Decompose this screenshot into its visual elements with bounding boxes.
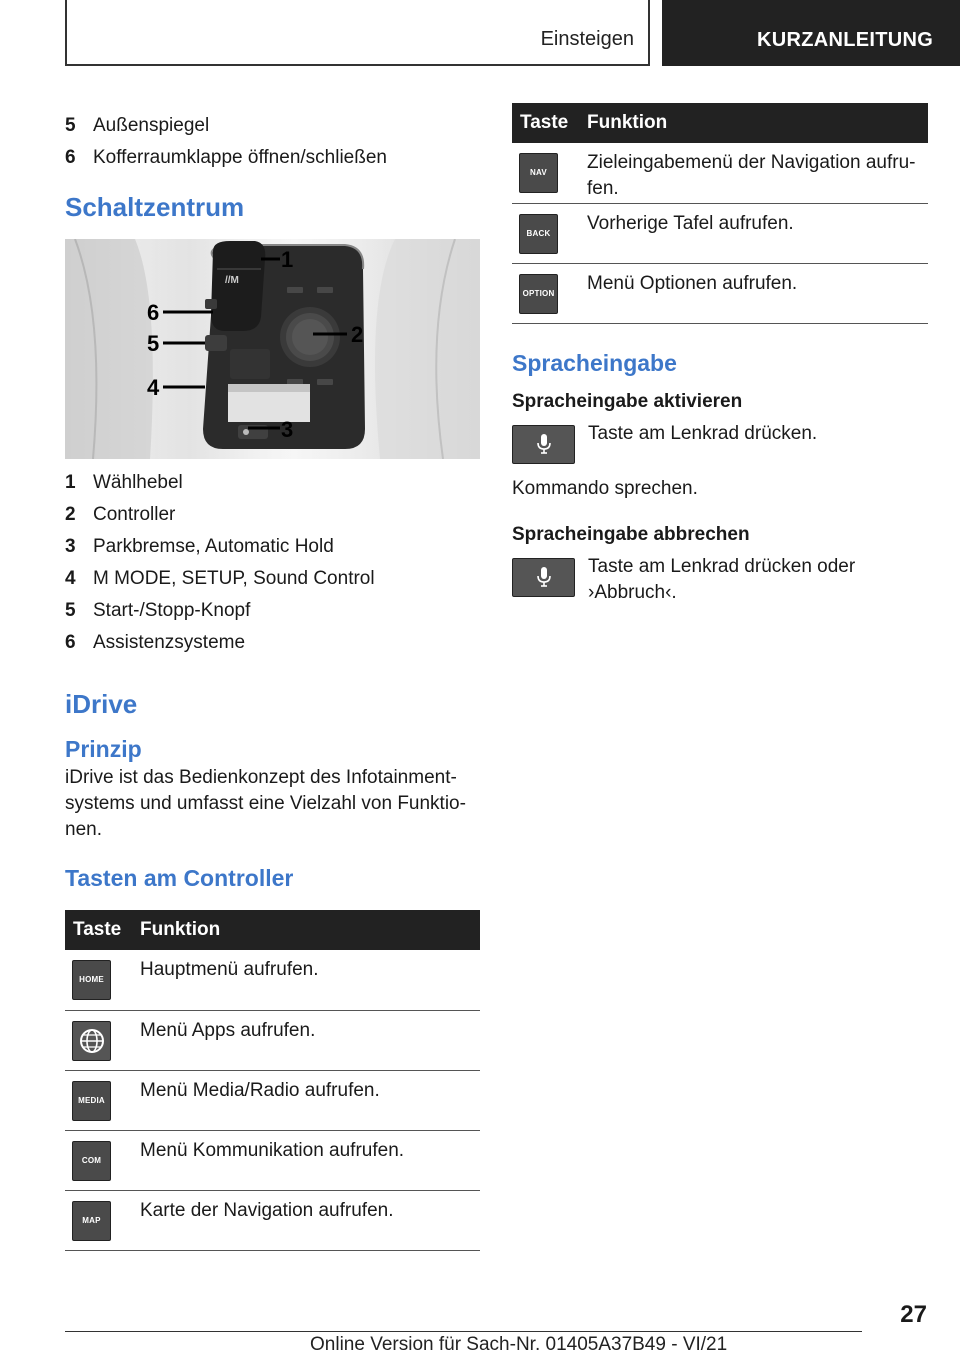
controller-keys-table — [65, 910, 480, 1251]
function-cell: Zieleingabemenü der Navigation aufru-fen. — [587, 143, 928, 203]
page-number: 27 — [900, 1301, 927, 1328]
header-chapter-tab: KURZANLEITUNG — [662, 0, 960, 66]
table-row — [65, 1190, 480, 1250]
item-number: 6 — [65, 632, 76, 653]
list-item — [65, 595, 480, 627]
function-cell: Menü Apps aufrufen. — [140, 1010, 480, 1070]
table-row — [512, 203, 928, 263]
list-item — [65, 499, 480, 531]
footer-online-version: Online Version für Sach-Nr. 01405A37B49 - VI/21 — [310, 1334, 728, 1355]
com-key-icon: COM — [72, 1141, 111, 1181]
item-text: Außenspiegel — [93, 115, 210, 136]
list-item — [65, 142, 480, 174]
list-item — [65, 627, 480, 659]
item-number: 2 — [65, 504, 76, 525]
column-header-key: Taste — [65, 910, 140, 950]
callout-1: 1 — [281, 247, 294, 272]
activate-heading: Spracheingabe aktivieren — [512, 390, 743, 412]
callout-5: 5 — [147, 331, 160, 356]
table-row — [65, 1010, 480, 1070]
tasten-heading: Tasten am Controller — [65, 865, 294, 891]
function-cell: Hauptmenü aufrufen. — [140, 950, 480, 1010]
prinzip-heading: Prinzip — [65, 736, 142, 762]
column-header-key: Taste — [512, 103, 587, 143]
footer-divider — [65, 1331, 862, 1332]
function-cell: Menü Kommunikation aufrufen. — [140, 1130, 480, 1190]
left-column — [65, 110, 480, 1251]
schaltzentrum-heading: Schaltzentrum — [65, 192, 245, 222]
cancel-text: Taste am Lenkrad drücken oder ›Abbruch‹. — [588, 555, 856, 603]
prinzip-paragraph: iDrive ist das Bedienkonzept des Infotainment-systems und umfasst eine Vielzahl von Funktio-nen. — [65, 767, 466, 840]
item-text: Parkbremse, Automatic Hold — [93, 536, 334, 557]
center-console-illustration — [65, 239, 480, 459]
function-cell: Menü Media/Radio aufrufen. — [140, 1070, 480, 1130]
item-number: 5 — [65, 600, 76, 621]
idrive-heading: iDrive — [65, 689, 138, 719]
nav-key-icon: NAV — [519, 153, 558, 193]
header-frame — [65, 0, 650, 66]
microphone-key-icon — [512, 425, 575, 464]
list-item — [65, 563, 480, 595]
item-text: Kofferraumklappe öffnen/schließen — [93, 147, 387, 168]
back-key-icon: BACK — [519, 214, 558, 254]
center-console-photo — [65, 239, 480, 459]
spracheingabe-heading: Spracheingabe — [512, 349, 677, 376]
header-section-title: Einsteigen — [540, 28, 634, 50]
table-row — [512, 263, 928, 323]
list-item — [65, 110, 480, 142]
item-number: 6 — [65, 147, 76, 168]
microphone-key-icon — [512, 558, 575, 597]
top-numbered-list — [65, 110, 480, 174]
callout-2: 2 — [351, 322, 364, 347]
cancel-instruction — [512, 555, 928, 606]
item-text: M MODE, SETUP, Sound Control — [93, 568, 375, 589]
cancel-heading: Spracheingabe abbrechen — [512, 523, 750, 545]
item-number: 1 — [65, 472, 76, 493]
item-number: 3 — [65, 536, 76, 557]
map-key-icon: MAP — [72, 1201, 111, 1241]
home-key-icon: HOME — [72, 960, 111, 1000]
list-item — [65, 467, 480, 499]
function-cell: Karte der Navigation aufrufen. — [140, 1190, 480, 1250]
table-row — [65, 1130, 480, 1190]
table-row — [512, 143, 928, 203]
table-header-row — [65, 910, 480, 950]
callout-3: 3 — [281, 417, 294, 442]
item-text: Controller — [93, 504, 176, 525]
speak-command-text: Kommando sprechen. — [512, 477, 698, 499]
option-key-icon: OPTION — [519, 274, 558, 314]
function-cell: Vorherige Tafel aufrufen. — [587, 203, 928, 263]
table-header-row — [512, 103, 928, 143]
table-row — [65, 950, 480, 1010]
apps-globe-icon — [72, 1021, 111, 1061]
item-number: 5 — [65, 115, 76, 136]
function-cell: Menü Optionen aufrufen. — [587, 263, 928, 323]
right-column — [512, 103, 928, 606]
media-key-icon: MEDIA — [72, 1081, 111, 1121]
item-number: 4 — [65, 568, 76, 589]
list-item — [65, 531, 480, 563]
svg-text://M: //M — [225, 275, 239, 286]
column-header-function: Funktion — [140, 910, 480, 950]
page-header — [0, 0, 960, 66]
item-text: Assistenzsysteme — [93, 632, 246, 653]
activate-text: Taste am Lenkrad drücken. — [588, 422, 818, 444]
schaltzentrum-legend — [65, 467, 480, 659]
column-header-function: Funktion — [587, 103, 928, 143]
activate-instruction — [512, 422, 928, 464]
item-text: Start-/Stopp-Knopf — [93, 600, 251, 621]
callout-4: 4 — [147, 375, 160, 400]
callout-6: 6 — [147, 300, 160, 325]
item-text: Wählhebel — [93, 472, 183, 493]
table-row — [65, 1070, 480, 1130]
controller-keys-table-continued — [512, 103, 928, 324]
